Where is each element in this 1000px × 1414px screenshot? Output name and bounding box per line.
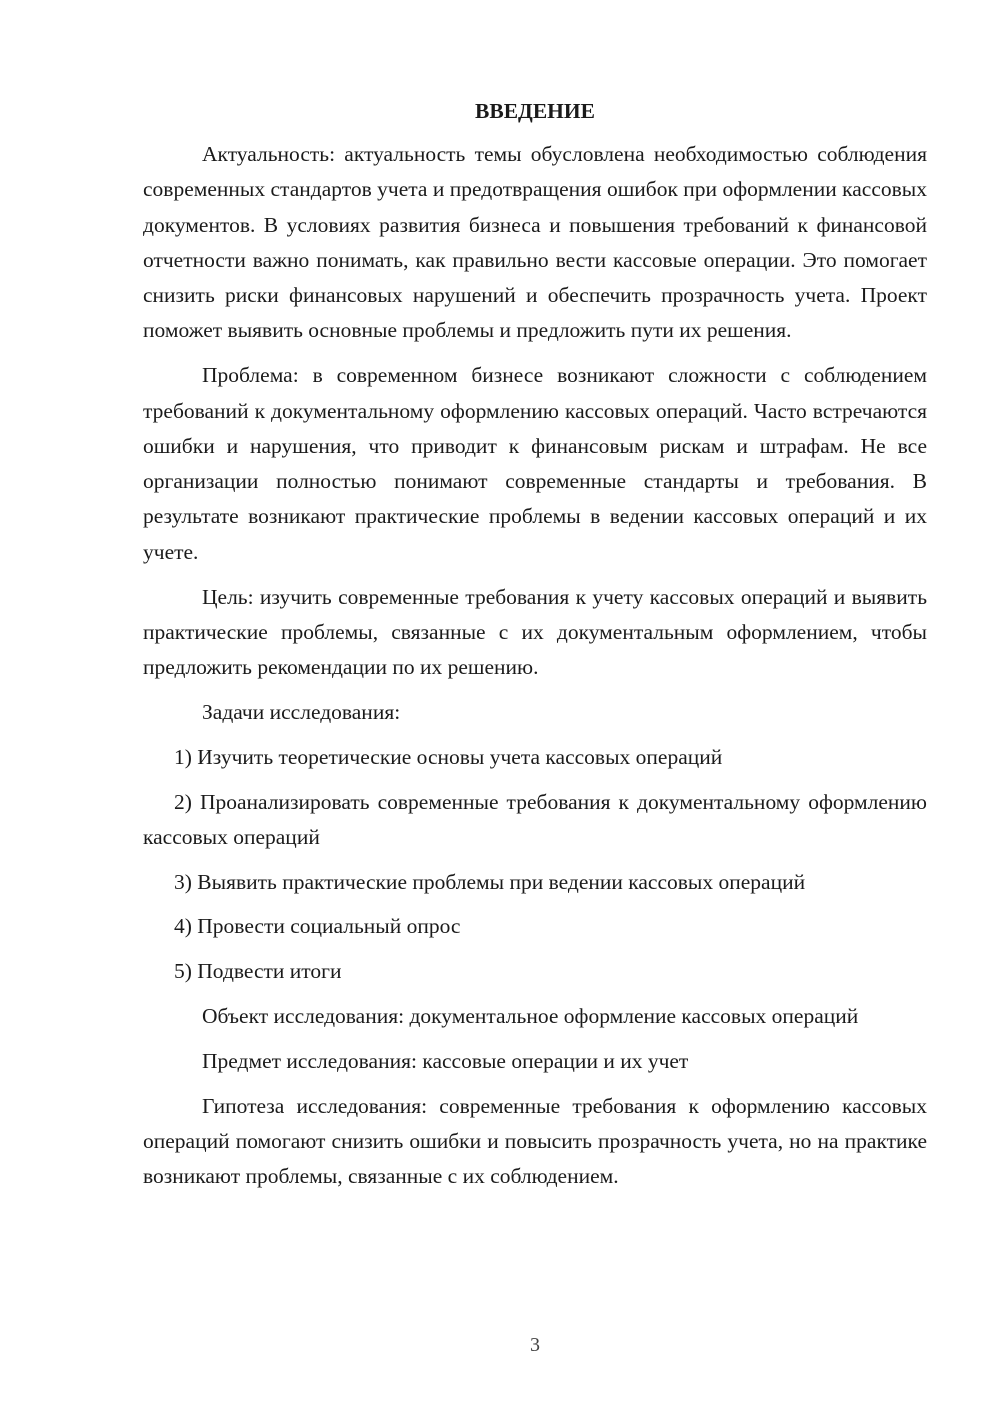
list-item-task-2: 2) Проанализировать современные требования к документальному оформлению кассовых операций [143,789,927,849]
paragraph-hypothesis: Гипотеза исследования: современные требования к оформлению кассовых операций помогают снизить ошибки и повысить прозрачность учета, но на практике возникают проблемы, связанные с их соблюдением. [143,1093,927,1189]
paragraph-subject: Предмет исследования: кассовые операции и их учет [202,1048,689,1073]
paragraph-relevance: Актуальность: актуальность темы обусловлена необходимостью соблюдения современных стандартов учета и предотвращения ошибок при оформлении кассовых документов. В условиях развития бизнеса и повышения требований к финансовой отчетности важно понимать, как правильно вести кассовые операции. Это помогает снизить риски финансовых нарушений и обеспечить прозрачность учета. Проект поможет выявить основные проблемы и предложить пути их решения. [143,142,927,343]
page-number: 3 [530,1334,540,1356]
section-title: ВВЕДЕНИЕ [475,99,595,123]
list-item-task-1: 1) Изучить теоретические основы учета кассовых операций [174,744,723,769]
paragraph-goal: Цель: изучить современные требования к учету кассовых операций и выявить практические проблемы, связанные с их документальным оформлением, чтобы предложить рекомендации по их решению. [143,584,927,680]
list-item-task-5: 5) Подвести итоги [174,959,342,984]
paragraph-tasks-heading: Задачи исследования: [202,699,401,724]
document-page [143,96,927,1204]
paragraph-problem: Проблема: в современном бизнесе возникают сложности с соблюдением требований к документальному оформлению кассовых операций. Часто встречаются ошибки и нарушения, что приводит к финансовым рискам и штрафам. Не все организации полностью понимают современные стандарты и требования. В результате возникают практические проблемы в ведении кассовых операций и их учете. [143,363,927,564]
paragraph-object: Объект исследования: документальное оформление кассовых операций [202,1004,859,1029]
list-item-task-3: 3) Выявить практические проблемы при ведении кассовых операций [174,869,806,894]
list-item-task-4: 4) Провести социальный опрос [174,914,461,939]
